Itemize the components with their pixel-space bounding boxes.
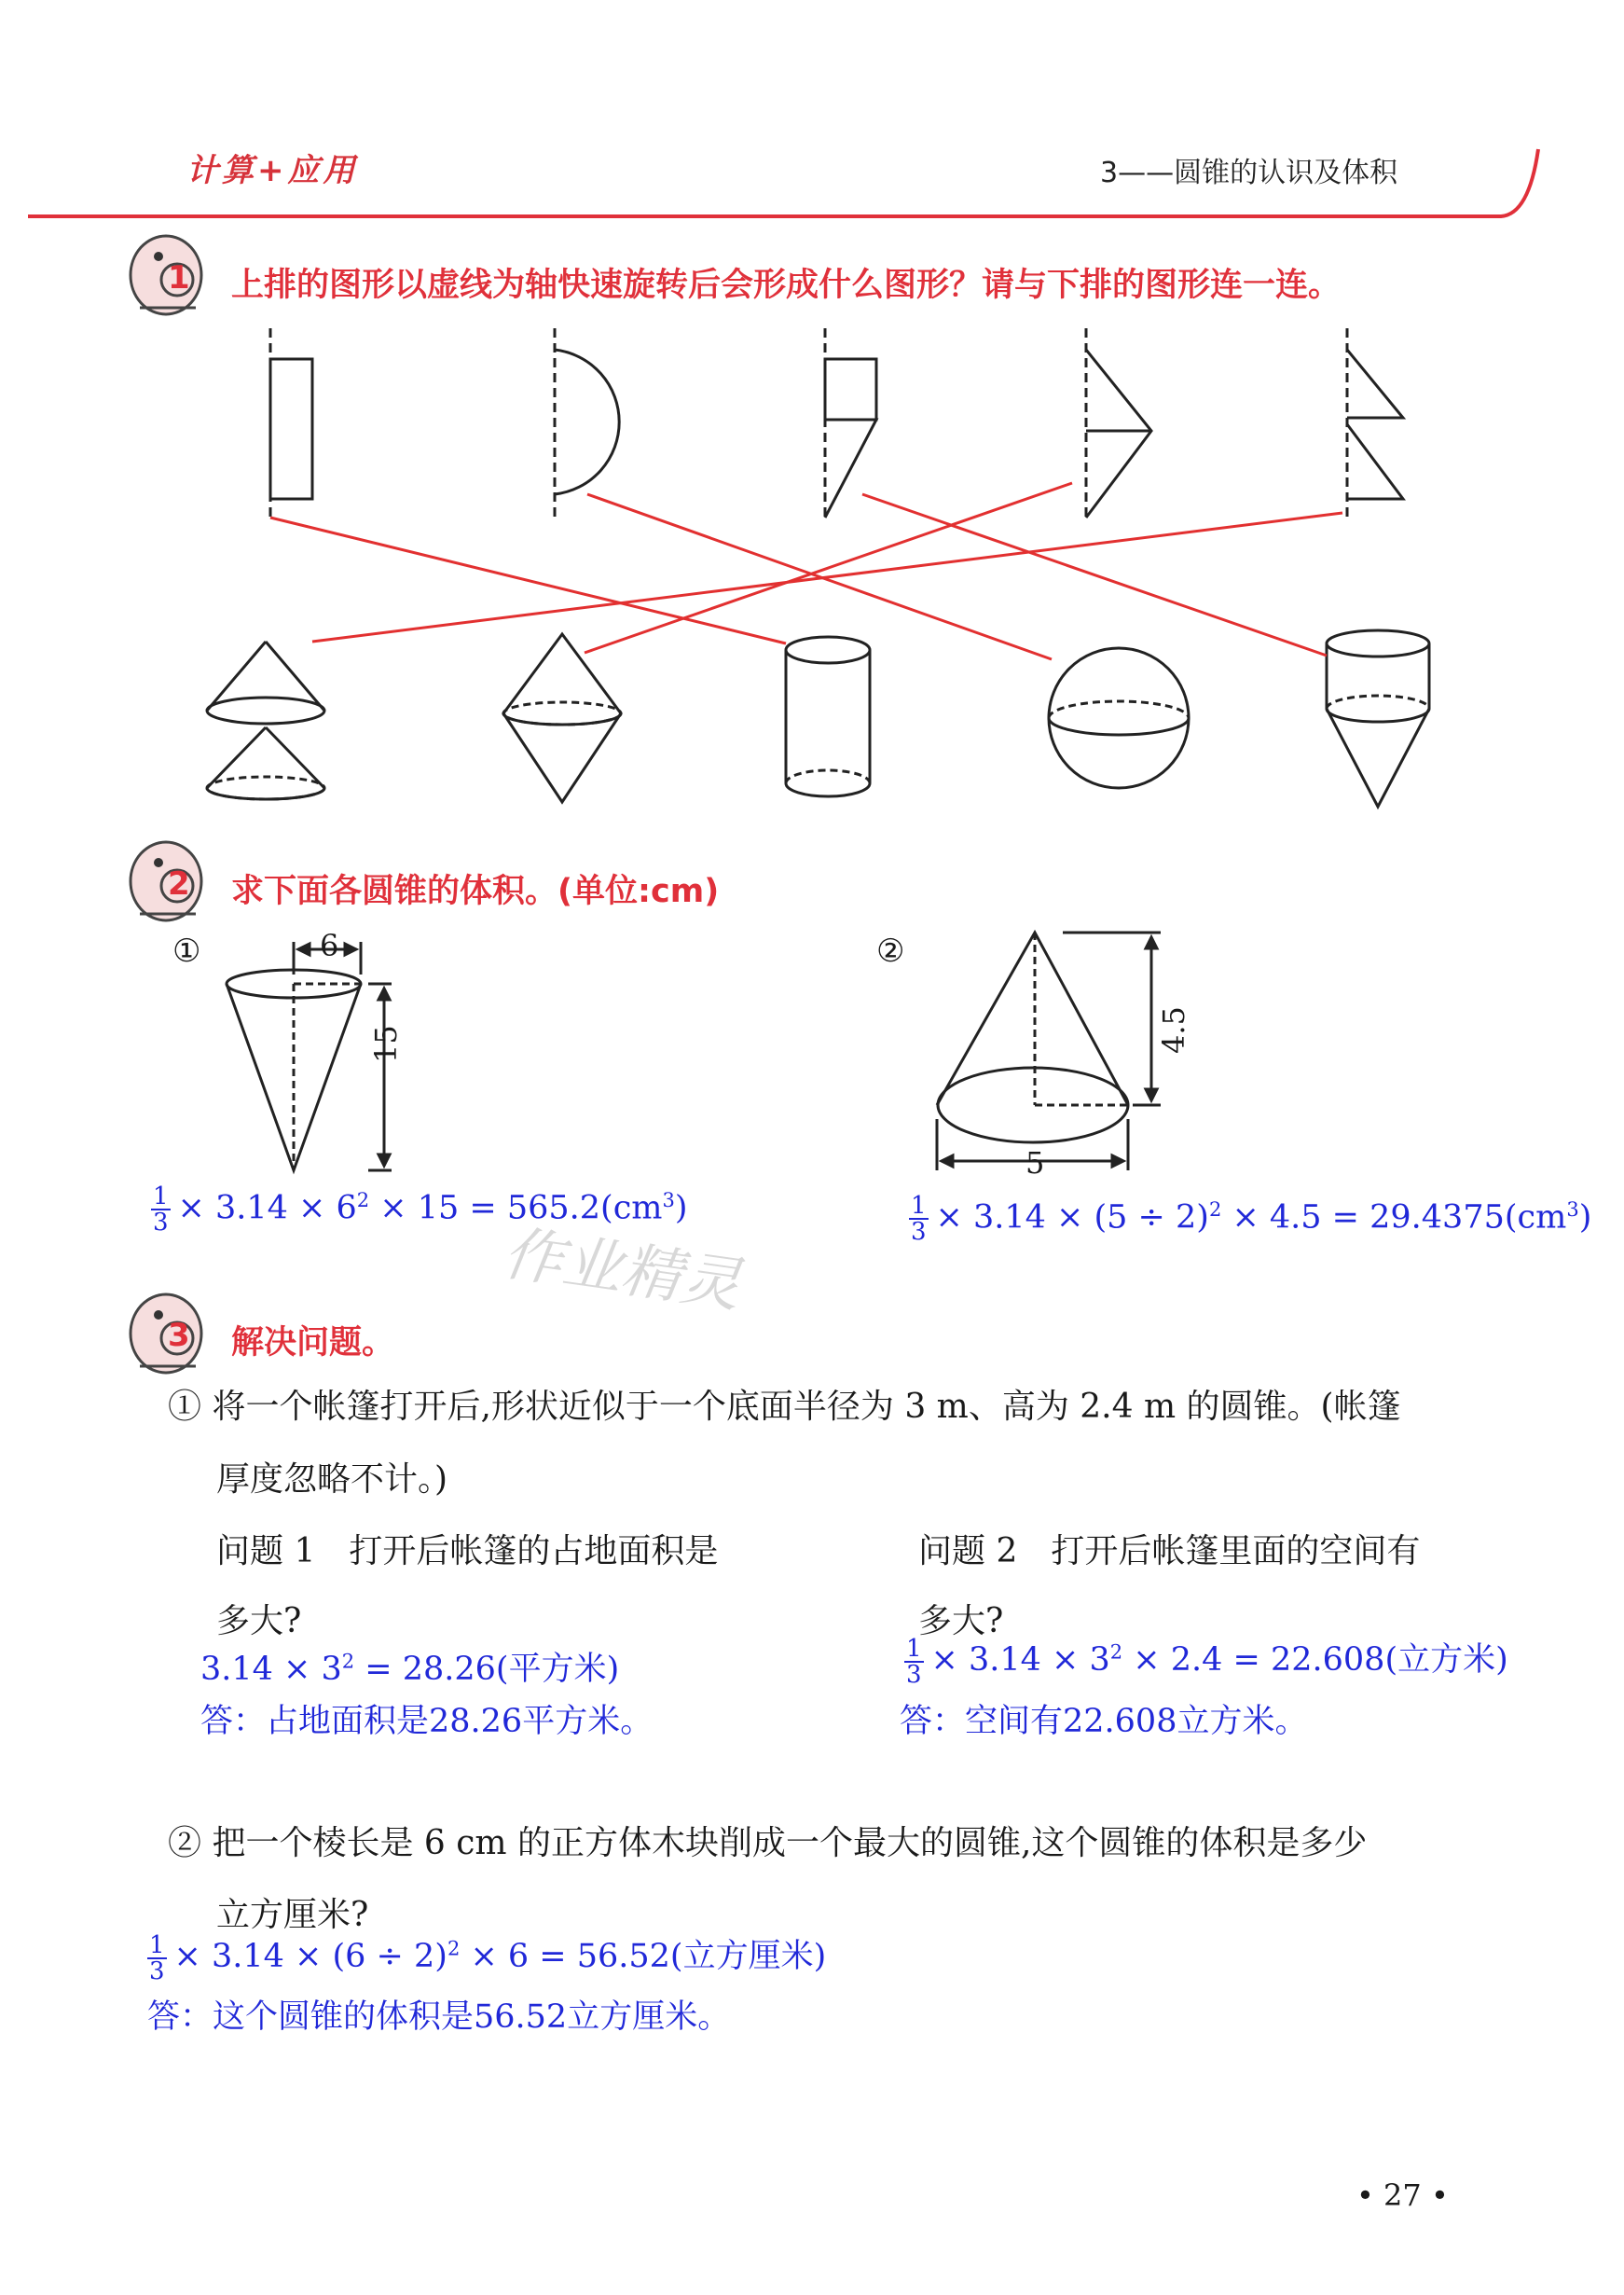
q3-problem-1-line-2: 厚度忽略不计。) <box>216 1460 448 1499</box>
calc-tail: × 4.5 = 29.4375(cm <box>1221 1198 1567 1237</box>
calc-main: × 3.14 × (5 ÷ 2) <box>935 1198 1209 1237</box>
frac-num: 1 <box>153 1182 169 1210</box>
q3-problem-2-line-2: 立方厘米? <box>216 1896 369 1934</box>
calc-b: × 6 = 56.52(立方厘米) <box>460 1938 827 1975</box>
q2-answer-1 <box>151 1184 688 1235</box>
exp: 2 <box>447 1937 461 1960</box>
q3-title: 解决问题。 <box>231 1324 395 1362</box>
fig2-marker: ② <box>876 933 905 970</box>
exp-unit: 3 <box>1566 1197 1579 1221</box>
bottom-cylinder-cone <box>1327 630 1429 807</box>
header-chapter-title: 3——圆锥的认识及体积 <box>1100 157 1398 189</box>
page-number: • 27 • <box>1356 2177 1449 2213</box>
q3-sub2-answer: 答：空间有22.608立方米。 <box>900 1703 1308 1740</box>
q1-title: 上排的图形以虚线为轴快速旋转后会形成什么图形？请与下排的图形连一连。 <box>231 267 1342 304</box>
q3-sub-question-1-line-1: 问题 1 打开后帐篷的占地面积是 <box>216 1532 719 1570</box>
calc-end: ) <box>1578 1198 1592 1237</box>
fig2-diameter-label: 5 <box>1025 1145 1045 1181</box>
frac-den: 3 <box>911 1218 927 1246</box>
match-line-rect-triangle <box>862 494 1327 656</box>
q3-number: 3 <box>168 1317 190 1354</box>
q2-number: 2 <box>168 865 190 903</box>
calc-a: × 3.14 × (6 ÷ 2) <box>173 1938 447 1975</box>
q3-problem-2-line-1: ② 把一个棱长是 6 cm 的正方体木块削成一个最大的圆锥,这个圆锥的体积是多少 <box>168 1824 1368 1862</box>
frac-num: 1 <box>149 1930 165 1959</box>
bottom-double-cone <box>207 642 324 799</box>
calc-end: ) <box>674 1189 688 1227</box>
q3-problem-1-line-1: ① 将一个帐篷打开后,形状近似于一个底面半径为 3 m、高为 2.4 m 的圆锥。(帐篷 <box>168 1388 1401 1426</box>
frac-num: 1 <box>911 1192 927 1220</box>
calc-a: 3.14 × 3 <box>200 1651 342 1688</box>
frac-den: 3 <box>906 1660 922 1689</box>
matching-lines <box>270 483 1342 659</box>
q3-problem-2-answer: 答：这个圆锥的体积是56.52立方厘米。 <box>147 1998 731 2036</box>
bottom-bicone <box>503 634 621 802</box>
fig1-radius-label: 6 <box>320 928 339 963</box>
calc-a: × 3.14 × 3 <box>930 1641 1110 1679</box>
exp-unit: 3 <box>662 1188 675 1211</box>
q3-sub1-calculation <box>200 1643 619 1690</box>
q3-sub1-answer: 答：占地面积是28.26平方米。 <box>200 1703 654 1740</box>
frac-den: 3 <box>153 1209 169 1237</box>
exp: 2 <box>356 1188 370 1211</box>
top-shape-rect-triangle <box>825 328 876 522</box>
fig1-height-label: 15 <box>368 1025 404 1063</box>
top-shape-semicircle <box>555 328 619 522</box>
calc-tail: × 15 = 565.2(cm <box>369 1189 663 1227</box>
q2-title: 求下面各圆锥的体积。(单位:cm) <box>231 873 720 910</box>
bird-icon-3 <box>131 1294 201 1373</box>
bird-icon-2 <box>131 842 201 920</box>
header-section-title: 计算+应用 <box>186 152 359 189</box>
q3-sub-question-2-line-2: 多大? <box>918 1602 1004 1640</box>
frac-den: 3 <box>149 1956 165 1985</box>
calc-b: × 2.4 = 22.608(立方米) <box>1122 1641 1508 1679</box>
fig2-height-label: 4.5 <box>1156 1006 1191 1054</box>
top-shape-two-triangles <box>1347 328 1403 522</box>
exp: 2 <box>1208 1197 1222 1221</box>
q2-figure-2 <box>937 933 1161 1170</box>
watermark: 作业精灵 <box>499 1219 746 1321</box>
q1-number: 1 <box>168 259 190 297</box>
q3-sub2-calculation <box>904 1634 1508 1687</box>
match-line-semicircle <box>587 494 1052 659</box>
match-line-two-triangles <box>312 513 1342 642</box>
calc-b: = 28.26(平方米) <box>354 1651 620 1688</box>
bird-icon-1 <box>131 236 201 314</box>
calc-main: × 3.14 × 6 <box>177 1189 357 1227</box>
q3-problem-2-calculation <box>147 1930 826 1984</box>
exp: 2 <box>341 1650 355 1673</box>
bottom-sphere <box>1049 648 1189 788</box>
q2-figure-1 <box>227 942 392 1170</box>
frac-num: 1 <box>906 1634 922 1663</box>
bottom-cylinder <box>786 637 870 796</box>
top-shape-triangle <box>1086 328 1151 522</box>
fig1-marker: ① <box>172 933 201 970</box>
q3-sub-question-1-line-2: 多大? <box>216 1602 302 1640</box>
exp: 2 <box>1109 1640 1123 1664</box>
q3-sub-question-2-line-1: 问题 2 打开后帐篷里面的空间有 <box>918 1532 1421 1570</box>
q2-answer-2 <box>909 1194 1591 1244</box>
top-shape-rectangle <box>270 328 312 522</box>
